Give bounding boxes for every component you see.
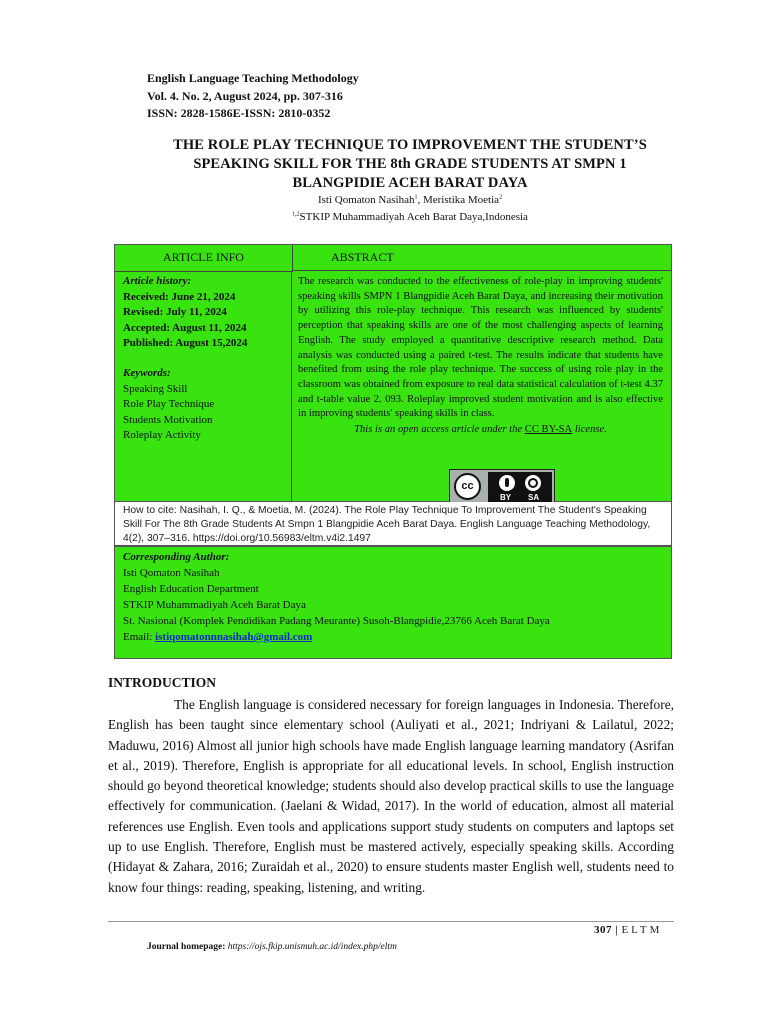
- homepage-label: Journal homepage:: [147, 942, 226, 952]
- issn-info: ISSN: 2828-1586E-ISSN: 2810-0352: [147, 106, 331, 120]
- email-link[interactable]: istiqomatonnnasihah@gmail.com: [155, 631, 313, 643]
- email-label: Email:: [123, 631, 156, 643]
- affiliation-sup: 1,2: [292, 211, 300, 218]
- page-number: 307: [594, 924, 612, 936]
- journal-abbreviation: ELTM: [621, 924, 663, 936]
- journal-name: English Language Teaching Methodology: [147, 71, 359, 85]
- footer-separator: |: [615, 924, 619, 936]
- accepted-date: Accepted: August 11, 2024: [123, 321, 247, 334]
- oa-text-end: license.: [572, 424, 607, 436]
- by-person-icon: [499, 475, 515, 491]
- volume-info: Vol. 4. No. 2, August 2024, pp. 307-316: [147, 88, 343, 103]
- affiliation: [110, 211, 710, 223]
- article-info-column: [115, 271, 292, 502]
- abstract-column: [292, 271, 671, 502]
- abstract-heading: ABSTRACT: [292, 245, 671, 271]
- cc-by-sa-badge[interactable]: [449, 469, 555, 505]
- corresponding-address: St. Nasional (Komplek Pendidikan Padang Meurante) Susoh-Blangpidie,23766 Aceh Barat Daya: [123, 615, 550, 627]
- cc-icons-strip: [488, 472, 552, 493]
- author-sup: 2: [499, 194, 503, 201]
- keyword-item: Students Motivation: [123, 413, 213, 426]
- cc-logo-icon: cc: [454, 473, 481, 500]
- keyword-item: Role Play Technique: [123, 398, 215, 411]
- received-date: Received: June 21, 2024: [123, 290, 236, 303]
- article-info-box: [114, 244, 672, 502]
- corresponding-institution: STKIP Muhammadiyah Aceh Barat Daya: [123, 599, 306, 611]
- history-label: Article history:: [123, 275, 192, 287]
- cc-by-sa-link[interactable]: CC BY-SA: [524, 424, 573, 436]
- corresponding-email-line: [123, 629, 663, 645]
- revised-date: Revised: July 11, 2024: [123, 306, 227, 319]
- corresponding-department: English Education Department: [123, 583, 259, 595]
- author-list: [110, 192, 710, 209]
- author-name: Meristika Moetia: [422, 194, 500, 206]
- corresponding-label: Corresponding Author:: [123, 551, 230, 563]
- page-footer: [594, 924, 662, 936]
- title-line: BLANGPIDIE ACEH BARAT DAYA: [292, 175, 528, 191]
- open-access-note: [298, 423, 663, 438]
- corresponding-name: Isti Qomaton Nasihah: [123, 567, 220, 579]
- how-to-cite: How to cite: Nasihah, I. Q., & Moetia, M. (2024). The Role Play Technique To Improvement The Student's Speaking Skill For The 8th Grade Students At Smpn 1 Blangpidie Aceh Barat Daya. English Language Teaching Methodology, 4(2), 307–316. https://doi.org/10.56983/eltm.v4i2.1497: [114, 502, 672, 546]
- footer-divider: [108, 921, 674, 922]
- homepage-url[interactable]: https://ojs.fkip.unismuh.ac.id/index.php/eltm: [227, 942, 397, 952]
- oa-text: This is an open access article under the: [354, 424, 525, 436]
- keywords-label: Keywords:: [123, 366, 171, 379]
- cc-by-label: BY: [500, 493, 512, 502]
- article-info-heading: ARTICLE INFO: [115, 245, 293, 272]
- journal-homepage: [147, 942, 397, 952]
- cc-sa-label: SA: [528, 493, 540, 502]
- paper-title: [110, 136, 710, 193]
- introduction-heading: INTRODUCTION: [108, 675, 217, 690]
- journal-header: [147, 70, 359, 123]
- introduction-paragraph: The English language is considered necessary for foreign languages in Indonesia. Therefore, English has been taught since elementary school (Auliyati et al., 2021; Indriyani & Lailatul, 2022; Maduwu, 2016) Almost all junior high schools have made English language learning mandatory (Asrifan et al., 2019). Therefore, English is appropriate for all educational levels. In school, English instruction should go beyond theoretical knowledge; students should also develop practical skills to use the language effectively for communication. (Jaelani & Widad, 2017). In the world of education, almost all material references use English. Even tools and applications support study students on computers and laptops set up to use English. Therefore, English must be mastered actively, especially speaking skills. According (Hidayat & Zahara, 2016; Zuraidah et al., 2020) to ensure students master English well, students need to know four things: reading, speaking, listening, and writing.: [108, 697, 674, 895]
- published-date: Published: August 15,2024: [123, 337, 248, 350]
- corresponding-author-box: [114, 546, 672, 659]
- abstract-text: The research was conducted to the effectiveness of role-play in improving students' speaking skills SMPN 1 Blangpidie Aceh Barat Daya, and increasing their motivation by utilizing this role-play technique. This research was influenced by students' perception that speaking skills are one of the most challenging aspects of learning English. The study employed a quantitative descriptive research method. Data analysis was conducted using a paired t-test. The results indicate that students have benefited from using the role play technique. The success of using role play in the classroom was obtained from exposure to real data statistical calculation of t-test 4.37 and t-table value 2. 093. Roleplay improved student motivation and is also effective in improving students' speaking skills in class.: [298, 276, 663, 420]
- author-separator: ,: [417, 194, 423, 206]
- keyword-item: Roleplay Activity: [123, 429, 201, 442]
- affiliation-text: STKIP Muhammadiyah Aceh Barat Daya,Indonesia: [299, 211, 528, 223]
- keyword-item: Speaking Skill: [123, 382, 188, 395]
- title-line: THE ROLE PLAY TECHNIQUE TO IMPROVEMENT THE STUDENT’S: [173, 137, 647, 153]
- author-sup: 1: [414, 194, 418, 201]
- author-name: Isti Qomaton Nasihah: [317, 194, 415, 206]
- share-alike-icon: [525, 475, 541, 491]
- title-line: SPEAKING SKILL FOR THE 8th GRADE STUDENTS AT SMPN 1: [193, 156, 627, 172]
